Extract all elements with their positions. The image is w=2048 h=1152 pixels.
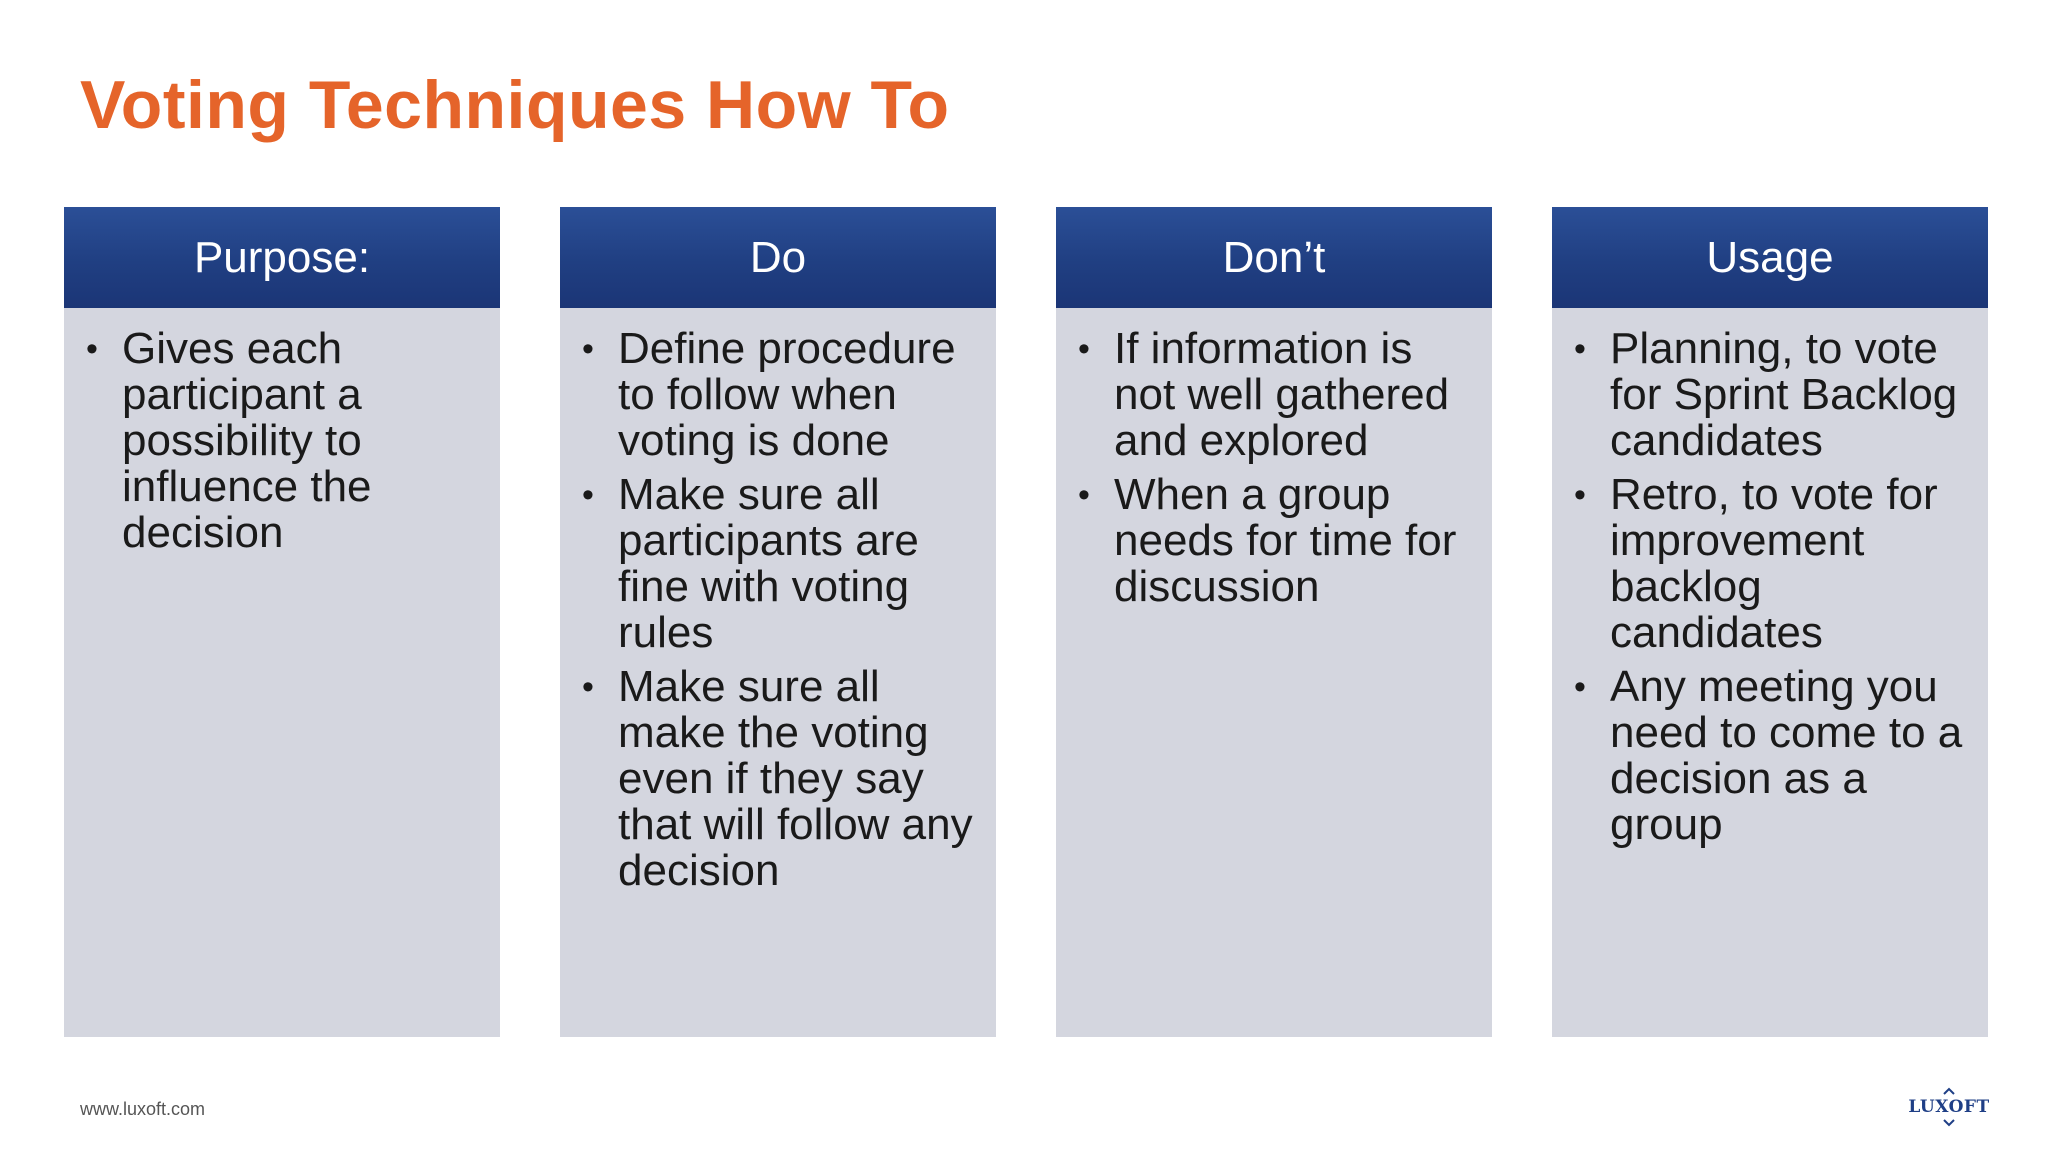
column-do: [560, 207, 996, 1037]
chevron-down-icon: [1943, 1119, 1955, 1127]
column-dont: [1056, 207, 1492, 1037]
bullet-list: [1056, 308, 1492, 610]
bullet-icon: •: [1574, 330, 1586, 368]
column-header: Usage: [1552, 207, 1988, 308]
bullet-icon: •: [1078, 330, 1090, 368]
list-item: [1574, 664, 1968, 848]
list-item-text: Any meeting you need to come to a decision as a group: [1610, 662, 1963, 849]
list-item: [582, 472, 976, 656]
chevron-up-icon: [1943, 1087, 1955, 1095]
list-item: [1574, 472, 1968, 656]
column-purpose: [64, 207, 500, 1037]
bullet-icon: •: [1574, 668, 1586, 706]
bullet-list: [1552, 308, 1988, 848]
bullet-icon: •: [1078, 476, 1090, 514]
bullet-icon: •: [86, 330, 98, 368]
list-item-text: If information is not well gathered and explored: [1114, 324, 1450, 465]
slide-title: Voting Techniques How To: [80, 67, 950, 143]
list-item: [582, 326, 976, 464]
bullet-list: [64, 308, 500, 556]
list-item: [582, 664, 976, 894]
list-item-text: Define procedure to follow when voting is done: [618, 324, 956, 465]
column-header: Purpose:: [64, 207, 500, 308]
bullet-icon: •: [582, 668, 594, 706]
bullet-icon: •: [582, 476, 594, 514]
list-item-text: Gives each participant a possibility to influence the decision: [122, 324, 372, 557]
column-header: Don’t: [1056, 207, 1492, 308]
list-item-text: Retro, to vote for improvement backlog candidates: [1610, 470, 1938, 657]
luxoft-logo: [1906, 1083, 1992, 1131]
list-item-text: When a group needs for time for discussion: [1114, 470, 1457, 611]
list-item: [1078, 472, 1472, 610]
list-item: [86, 326, 480, 556]
bullet-list: [560, 308, 996, 894]
list-item: [1078, 326, 1472, 464]
footer-url[interactable]: www.luxoft.com: [80, 1099, 206, 1119]
list-item-text: Planning, to vote for Sprint Backlog candidates: [1610, 324, 1958, 465]
list-item-text: Make sure all participants are fine with voting rules: [618, 470, 919, 657]
list-item: [1574, 326, 1968, 464]
column-usage: [1552, 207, 1988, 1037]
bullet-icon: •: [582, 330, 594, 368]
logo-text: LUXOFT: [1908, 1097, 1990, 1117]
column-header: Do: [560, 207, 996, 308]
list-item-text: Make sure all make the voting even if they say that will follow any decision: [618, 662, 973, 895]
bullet-icon: •: [1574, 476, 1586, 514]
